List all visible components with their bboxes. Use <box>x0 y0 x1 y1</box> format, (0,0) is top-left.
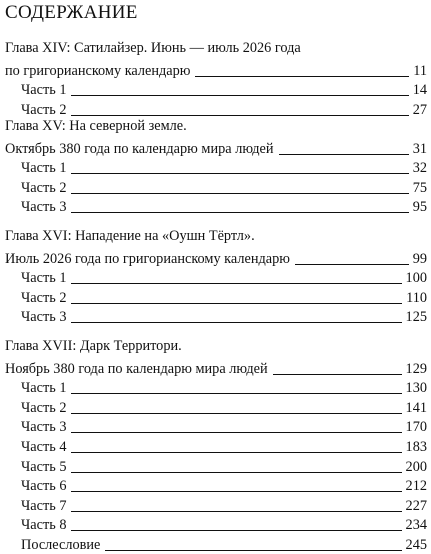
page-number: 183 <box>405 439 427 455</box>
toc-entry[interactable] <box>0 456 431 476</box>
leader-line <box>71 490 401 492</box>
page-title: СОДЕРЖАНИЕ <box>5 2 138 23</box>
page-number: 75 <box>412 179 427 196</box>
entry-label: Часть 2 <box>21 289 67 306</box>
page-number: 32 <box>412 160 427 177</box>
entry-label: Часть 1 <box>21 380 67 397</box>
entry-label: Часть 2 <box>21 399 67 416</box>
chapter-heading: Глава XVII: Дарк Территори. <box>5 338 182 354</box>
leader-line <box>71 451 401 453</box>
toc-entry[interactable] <box>0 514 431 534</box>
page-number: 245 <box>405 537 427 553</box>
entry-label: Часть 3 <box>21 419 67 436</box>
toc-entry[interactable] <box>0 177 431 197</box>
page-number: 200 <box>405 458 427 475</box>
entry-label: Часть 3 <box>21 309 67 326</box>
chapter-subtitle: Октябрь 380 года по календарю мира людей <box>5 140 274 157</box>
chapter-subtitle: Ноябрь 380 года по календарю мира людей <box>5 360 268 377</box>
page-number: 99 <box>412 250 427 267</box>
page-number: 212 <box>405 478 427 495</box>
entry-label: Послесловие <box>21 537 101 553</box>
page-number: 14 <box>412 82 427 99</box>
leader-line <box>273 373 402 375</box>
toc-entry[interactable] <box>0 436 431 456</box>
leader-line <box>295 263 409 265</box>
leader-line <box>71 471 401 473</box>
toc-entry[interactable] <box>0 495 431 515</box>
toc-entry[interactable] <box>0 306 431 326</box>
chapter-heading: Глава XIV: Сатилайзер. Июнь — июль 2026 года <box>5 40 301 56</box>
page-number: 141 <box>405 399 427 416</box>
page-number: 110 <box>406 289 427 306</box>
leader-line <box>71 172 408 174</box>
toc-entry[interactable] <box>0 196 431 216</box>
page-number: 11 <box>413 62 427 79</box>
entry-label: Часть 4 <box>21 439 67 455</box>
leader-line <box>71 321 401 323</box>
leader-line <box>71 211 408 213</box>
page-number: 129 <box>405 360 427 377</box>
page-number: 234 <box>405 517 427 534</box>
page-number: 31 <box>412 140 427 157</box>
leader-line <box>71 192 408 194</box>
entry-label: Часть 2 <box>21 179 67 196</box>
leader-line <box>71 529 401 531</box>
leader-line <box>71 302 402 304</box>
page-number: 130 <box>405 380 427 397</box>
page-number: 95 <box>412 199 427 216</box>
toc-entry[interactable] <box>0 397 431 417</box>
leader-line <box>195 75 409 77</box>
toc-entry[interactable] <box>0 157 431 177</box>
entry-label: Часть 6 <box>21 478 67 495</box>
entry-label: Часть 1 <box>21 82 67 99</box>
page-number: 170 <box>405 419 427 436</box>
entry-label: Часть 7 <box>21 497 67 514</box>
toc-entry[interactable] <box>0 377 431 397</box>
chapter-heading: Глава XV: На северной земле. <box>5 118 187 134</box>
chapter-subtitle-row[interactable] <box>0 60 431 80</box>
leader-line <box>71 431 401 433</box>
chapter-subtitle-row[interactable] <box>0 248 431 268</box>
entry-label: Часть 1 <box>21 270 67 287</box>
leader-line <box>71 94 408 96</box>
leader-line <box>71 114 408 116</box>
chapter-subtitle: Июль 2026 года по григорианскому календарю <box>5 250 290 267</box>
leader-line <box>71 412 401 414</box>
chapter-heading: Глава XVI: Нападение на «Оушн Тёртл». <box>5 228 255 244</box>
page-number: 100 <box>405 270 427 287</box>
toc-entry[interactable] <box>0 267 431 287</box>
leader-line <box>105 549 401 551</box>
page-number: 27 <box>412 101 427 118</box>
page-number: 227 <box>405 497 427 514</box>
leader-line <box>71 282 401 284</box>
leader-line <box>71 510 401 512</box>
page-number: 125 <box>405 309 427 326</box>
toc-entry[interactable] <box>0 475 431 495</box>
chapter-subtitle: по григорианскому календарю <box>5 62 191 79</box>
leader-line <box>71 392 401 394</box>
chapter-subtitle-row[interactable] <box>0 358 431 378</box>
toc-entry[interactable] <box>0 79 431 99</box>
entry-label: Часть 5 <box>21 458 67 475</box>
leader-line <box>279 153 409 155</box>
entry-label: Часть 1 <box>21 160 67 177</box>
toc-entry[interactable] <box>0 287 431 307</box>
chapter-subtitle-row[interactable] <box>0 138 431 158</box>
entry-label: Часть 8 <box>21 517 67 534</box>
entry-label: Часть 2 <box>21 101 67 118</box>
toc-entry[interactable] <box>0 534 431 554</box>
entry-label: Часть 3 <box>21 199 67 216</box>
toc-entry[interactable] <box>0 99 431 119</box>
toc-entry[interactable] <box>0 416 431 436</box>
